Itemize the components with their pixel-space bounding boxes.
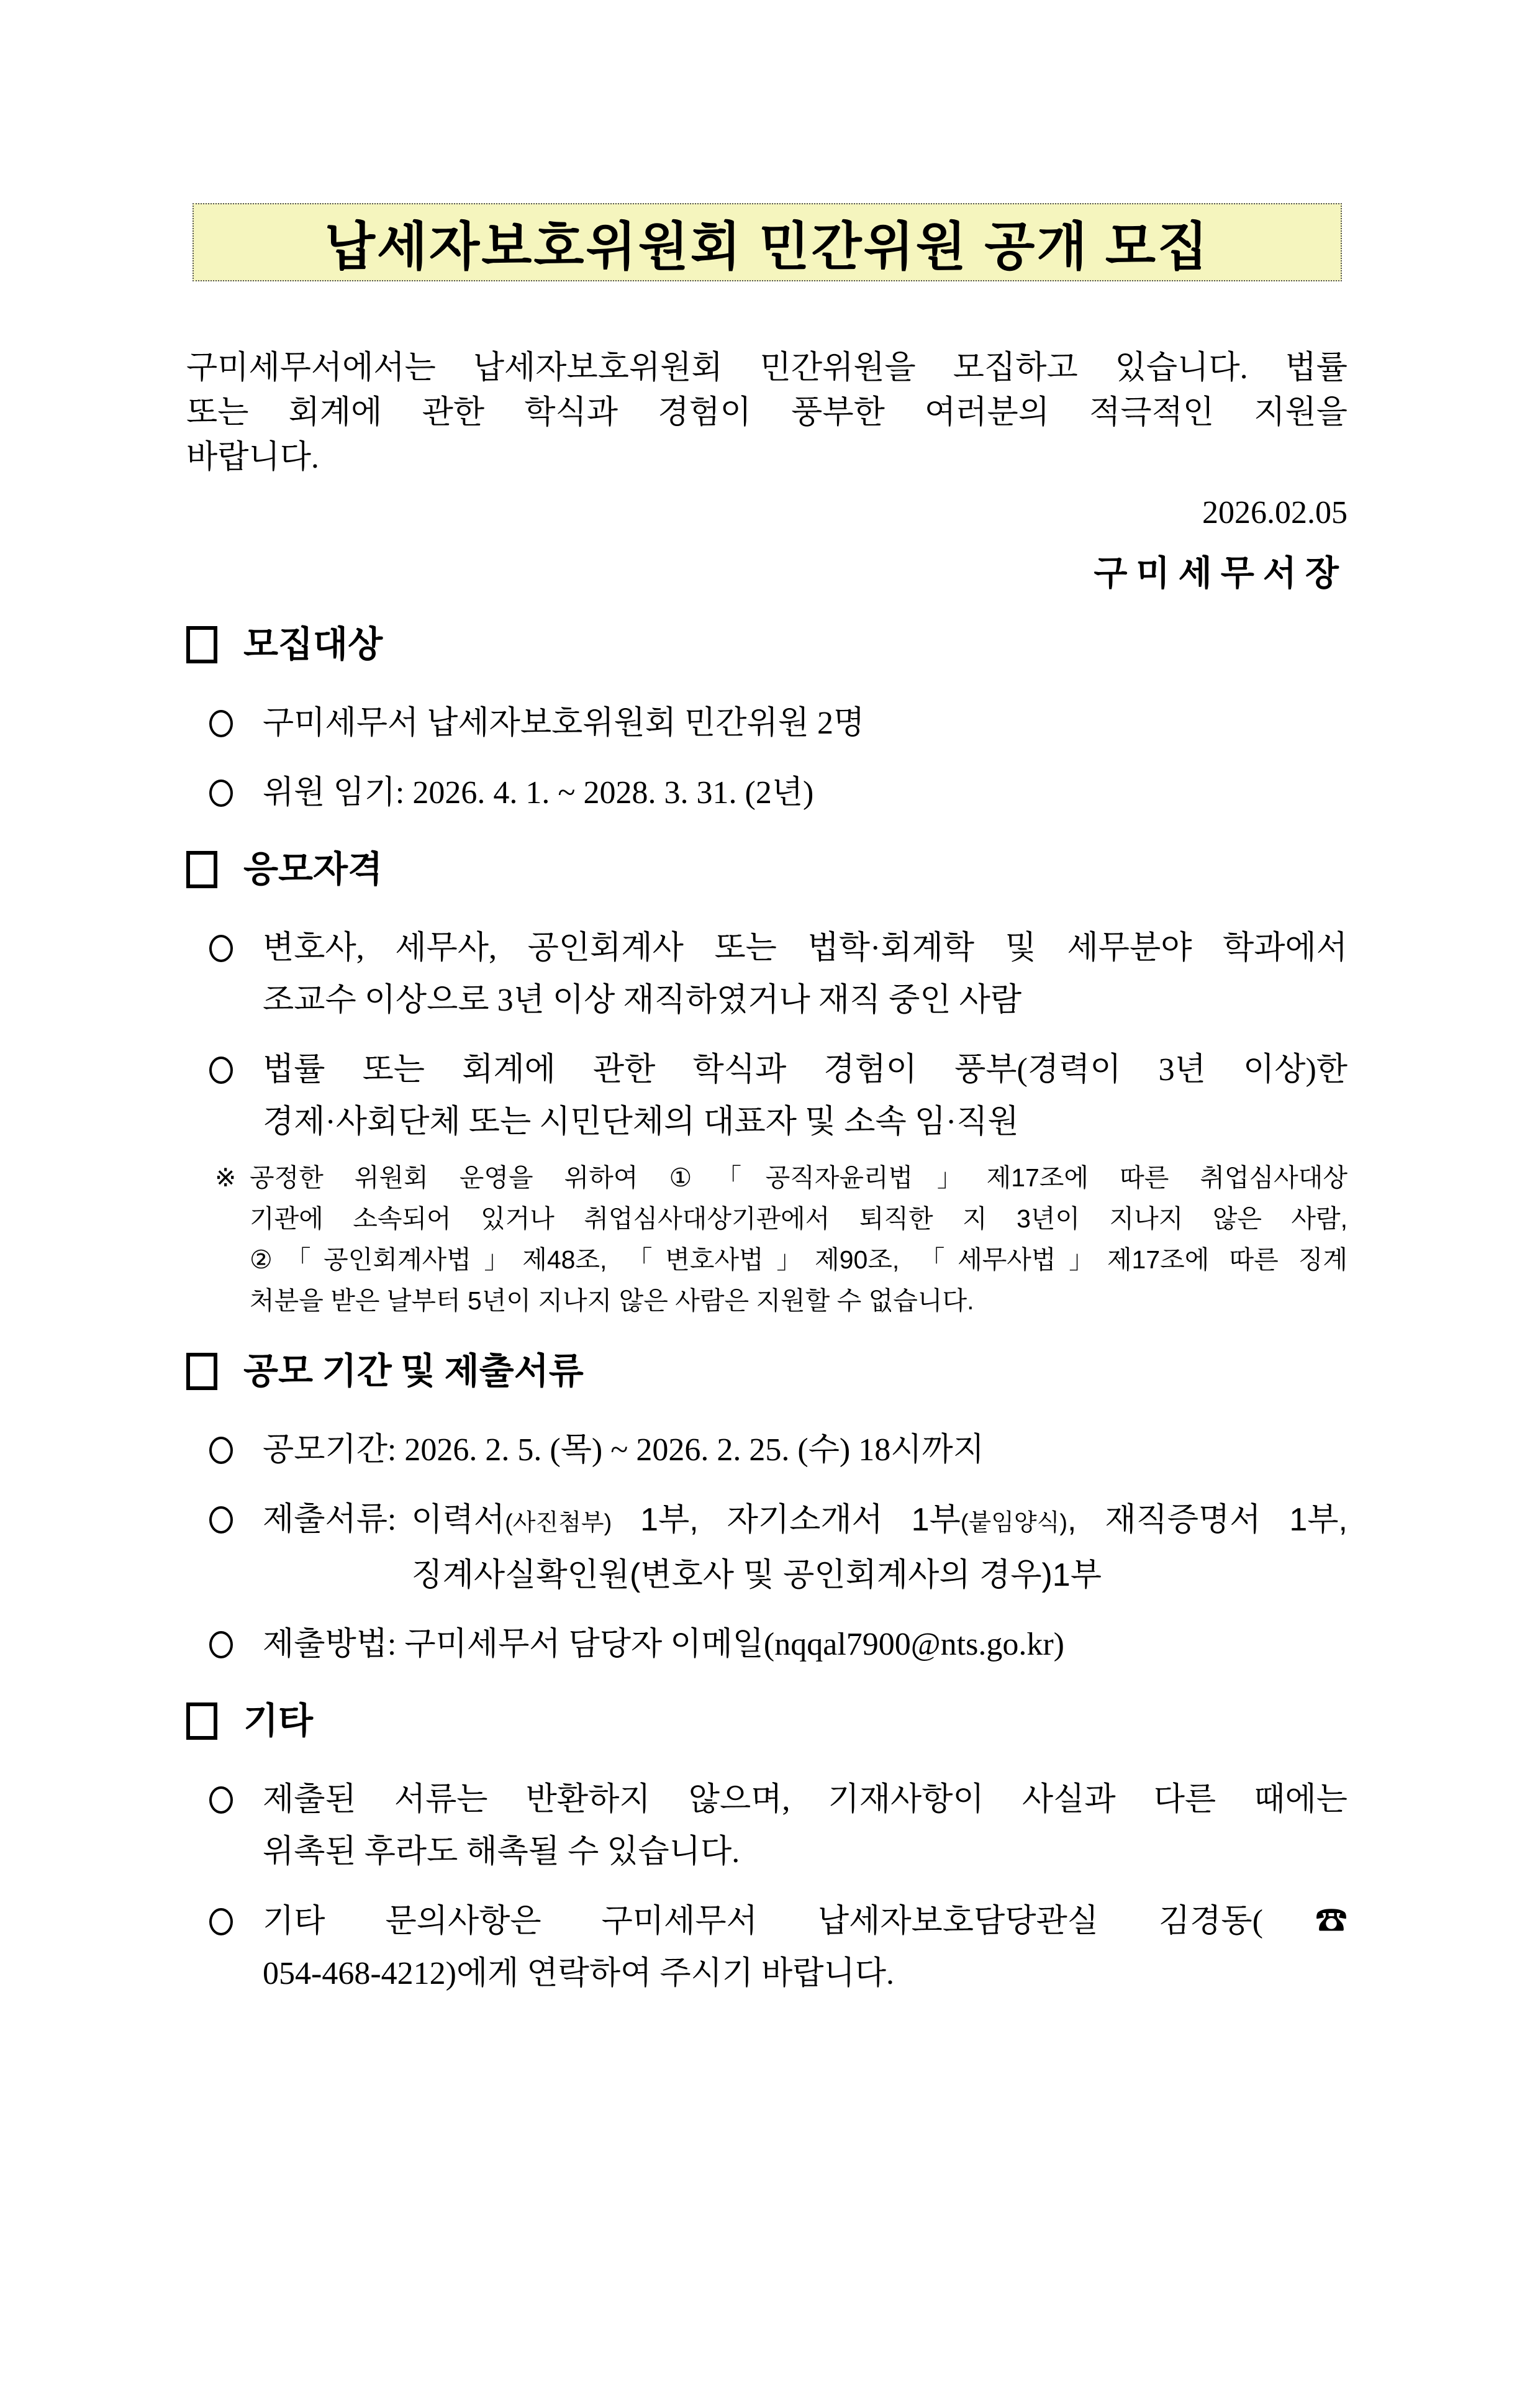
list-item (186, 1424, 1348, 1476)
list-item-text: 법률 또는 회계에 관한 학식과 경험이 풍부(경력이 3년 이상)한 (263, 1052, 1348, 1088)
circle-bullet-icon (209, 935, 233, 962)
section-heading-recruitment (186, 623, 1348, 666)
list-item-text: 054-468-4212)에게 연락하여 주시기 바랍니다. (263, 1956, 894, 1991)
list-item-text: 제출방법: 구미세무서 담당자 이메일(nqqal7900@nts.go.kr) (263, 1627, 1064, 1662)
signature-office-head: 구미세무서장 (1094, 555, 1348, 593)
circle-bullet-icon (209, 1057, 233, 1084)
list-item (186, 922, 1348, 1027)
list-item-text: 변호사, 세무사, 공인회계사 또는 법학·회계학 및 세무분야 학과에서 (263, 930, 1348, 966)
notice-title-box (192, 203, 1342, 281)
list-item-text: 기타 문의사항은 구미세무서 납세자보호담당관실 김경동(☎ (263, 1904, 1348, 1939)
section-heading-application (186, 1350, 1348, 1393)
list-item-text: 제출된 서류는 반환하지 않으며, 기재사항이 사실과 다른 때에는 (263, 1782, 1348, 1817)
section-heading-label: 응모자격 (243, 849, 383, 889)
list-item (186, 1774, 1348, 1878)
docs-values (411, 1494, 1348, 1601)
note-line: 처분을 받은 날부터 5년이 지나지 않은 사람은 지원할 수 없습니다. (250, 1286, 974, 1315)
square-bullet-icon (186, 851, 217, 888)
section-heading-label: 모집대상 (243, 624, 383, 665)
list-item (186, 698, 1348, 750)
list-item (186, 1044, 1348, 1148)
note-line: ②「공인회계사법」제48조, 「변호사법」제90조, 「세무사법」제17조에 따른 징계 (250, 1245, 1348, 1274)
section-heading-etc (186, 1699, 1348, 1743)
section-heading-label: 공모 기간 및 제출서류 (243, 1351, 584, 1391)
intro-paragraph (186, 346, 1348, 480)
docs-line: 징계사실확인원(변호사 및 공인회계사의 경우)1부 (411, 1557, 1102, 1593)
notice-date: 2026.02.05 (1202, 495, 1348, 530)
list-item (186, 767, 1348, 819)
list-item-text: 위원 임기: 2026. 4. 1. ~ 2028. 3. 31. (2년) (263, 775, 814, 811)
list-item (186, 1619, 1348, 1671)
square-bullet-icon (186, 1702, 217, 1740)
list-item-text: 위촉된 후라도 해촉될 수 있습니다. (263, 1834, 740, 1870)
section-heading-label: 기타 (243, 1701, 314, 1741)
docs-line: 이력서(사진첨부) 1부, 자기소개서 1부(붙임양식), 재직증명서 1부, (411, 1502, 1348, 1538)
document-page (0, 203, 1540, 2000)
docs-label: 제출서류: (263, 1502, 397, 1537)
list-item (186, 1896, 1348, 2000)
square-bullet-icon (186, 626, 217, 663)
notice-title: 납세자보호위원회 민간위원 공개 모집 (324, 217, 1210, 276)
circle-bullet-icon (209, 1631, 233, 1658)
section-heading-qualification (186, 848, 1348, 891)
circle-bullet-icon (209, 780, 233, 807)
intro-line: 또는 회계에 관한 학식과 경험이 풍부한 여러분의 적극적인 지원을 (186, 395, 1348, 430)
list-item-text: 조교수 이상으로 3년 이상 재직하였거나 재직 중인 사람 (263, 983, 1022, 1018)
note-block (186, 1157, 1348, 1321)
list-item-text: 공모기간: 2026. 2. 5. (목) ~ 2026. 2. 25. (수) 18시까지 (263, 1432, 984, 1468)
intro-line: 바랍니다. (186, 440, 319, 475)
intro-line: 구미세무서에서는 납세자보호위원회 민간위원을 모집하고 있습니다. 법률 (186, 350, 1348, 386)
reference-mark: ※ (215, 1163, 237, 1192)
list-item-text: 구미세무서 납세자보호위원회 민간위원 2명 (263, 706, 865, 741)
note-line: 공정한 위원회 운영을 위하여 ①「공직자윤리법」제17조에 따른 취업심사대상 (250, 1163, 1348, 1192)
list-item-text: 경제·사회단체 또는 시민단체의 대표자 및 소속 임·직원 (263, 1104, 1019, 1140)
circle-bullet-icon (209, 710, 233, 737)
circle-bullet-icon (209, 1437, 233, 1464)
list-item (186, 1494, 1348, 1601)
circle-bullet-icon (209, 1506, 233, 1534)
circle-bullet-icon (209, 1786, 233, 1814)
circle-bullet-icon (209, 1908, 233, 1935)
note-line: 기관에 소속되어 있거나 취업심사대상기관에서 퇴직한 지 3년이 지나지 않은 사람, (250, 1204, 1348, 1233)
square-bullet-icon (186, 1353, 217, 1390)
